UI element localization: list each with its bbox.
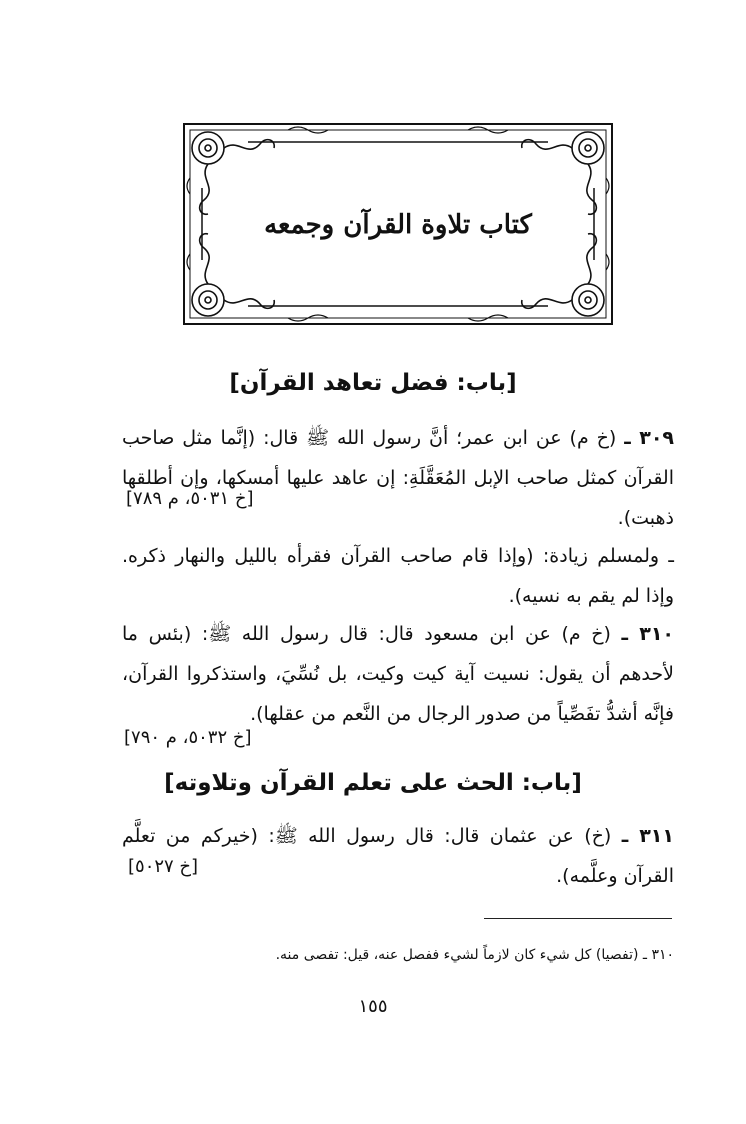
hadith-text: (خ م) عن ابن مسعود قال: قال رسول الله ﷺ: (بئس ما لأحدهم أن يقول: نسيت آية كيت وكيت، بل نُسِّيَ، واستذكروا القرآن، فإنَّه أشدُّ تفَصِّياً من صدور الرجال من النَّعم من عقلها).	[122, 623, 674, 725]
section-heading: [باب: الحث على تعلم القرآن وتلاوته]	[164, 770, 582, 796]
hadith-number: ٣١٠ ـ	[621, 623, 675, 645]
hadith-text: ـ ولمسلم زيادة: (وإذا قام صاحب القرآن فقرأه بالليل والنهار ذكره. وإذا لم يقم به نسيه).	[122, 545, 674, 607]
hadith-309	[122, 418, 674, 538]
hadith-310	[122, 614, 674, 734]
hadith-reference: [خ ٥٠٢٧]	[128, 856, 199, 877]
hadith-number: ٣١١ ـ	[621, 825, 674, 847]
hadith-311	[122, 816, 674, 896]
hadith-number: ٣٠٩ ـ	[624, 427, 675, 449]
hadith-text: (خ م) عن ابن عمر؛ أنَّ رسول الله ﷺ قال: (إنَّما مثل صاحب القرآن كمثل صاحب الإبل المُعَقَّلَةِ: إن عاهد عليها أمسكها، وإن أطلقها ذهبت).	[122, 427, 674, 529]
book-title: كتاب تلاوة القرآن وجمعه	[264, 210, 532, 240]
title-frame	[178, 118, 618, 330]
hadith-addition	[122, 536, 674, 616]
section-heading: [باب: فضل تعاهد القرآن]	[229, 370, 517, 396]
hadith-reference: [خ ٥٠٣١، م ٧٨٩]	[126, 488, 254, 509]
footnote-divider	[484, 918, 672, 919]
hadith-reference: [خ ٥٠٣٢، م ٧٩٠]	[124, 727, 252, 748]
footnote: ٣١٠ ـ (تفصيا) كل شيء كان لازماً لشيء ففصل عنه، قيل: تفصى منه.	[275, 947, 674, 963]
hadith-text: (خ) عن عثمان قال: قال رسول الله ﷺ: (خيركم من تعلَّم القرآن وعلَّمه).	[122, 825, 674, 887]
page-number: ١٥٥	[358, 996, 388, 1017]
